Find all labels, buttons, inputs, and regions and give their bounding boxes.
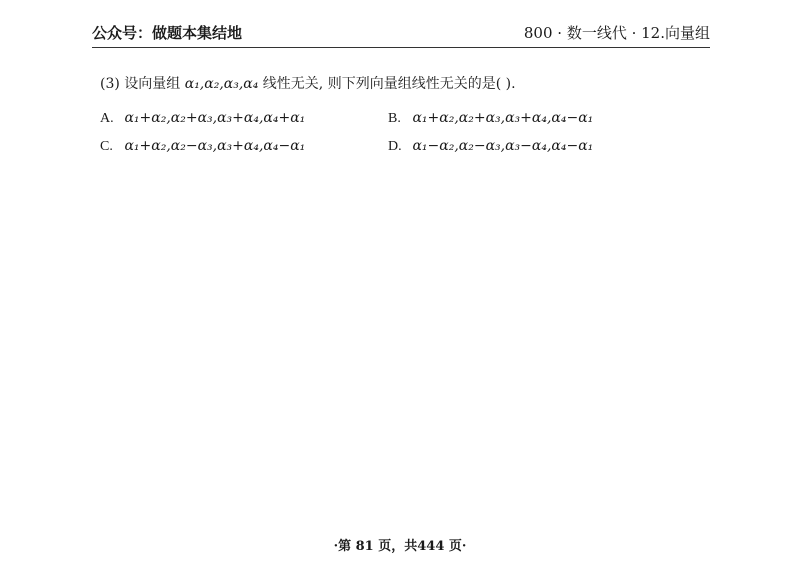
option-b-letter: B. [388, 111, 401, 126]
option-c [100, 136, 305, 157]
option-c-letter: C. [100, 139, 113, 154]
question-stem [100, 74, 516, 94]
option-b [388, 108, 593, 129]
option-a [100, 108, 305, 129]
question-vectors: α₁,α₂,α₃,α₄ [184, 76, 259, 92]
header-rule [92, 47, 710, 48]
header-left-text: 公众号：做题本集结地 [92, 24, 243, 42]
question-prefix: (3) 设向量组 [100, 76, 185, 92]
option-c-expr: α₁+α₂,α₂−α₃,α₃+α₄,α₄−α₁ [124, 138, 306, 154]
option-d-expr: α₁−α₂,α₂−α₃,α₃−α₄,α₄−α₁ [412, 138, 594, 154]
page-footer: ·第 81 页，共444 页· [333, 539, 467, 554]
option-d-letter: D. [388, 139, 402, 154]
option-a-expr: α₁+α₂,α₂+α₃,α₃+α₄,α₄+α₁ [124, 110, 306, 126]
option-a-letter: A. [100, 111, 114, 126]
option-b-expr: α₁+α₂,α₂+α₃,α₃+α₄,α₄−α₁ [412, 110, 594, 126]
header-right-text: 800 · 数一线代 · 12.向量组 [523, 24, 710, 42]
question-suffix: 线性无关, 则下列向量组线性无关的是( ). [258, 76, 516, 92]
option-d [388, 136, 593, 157]
page-header [92, 22, 710, 48]
